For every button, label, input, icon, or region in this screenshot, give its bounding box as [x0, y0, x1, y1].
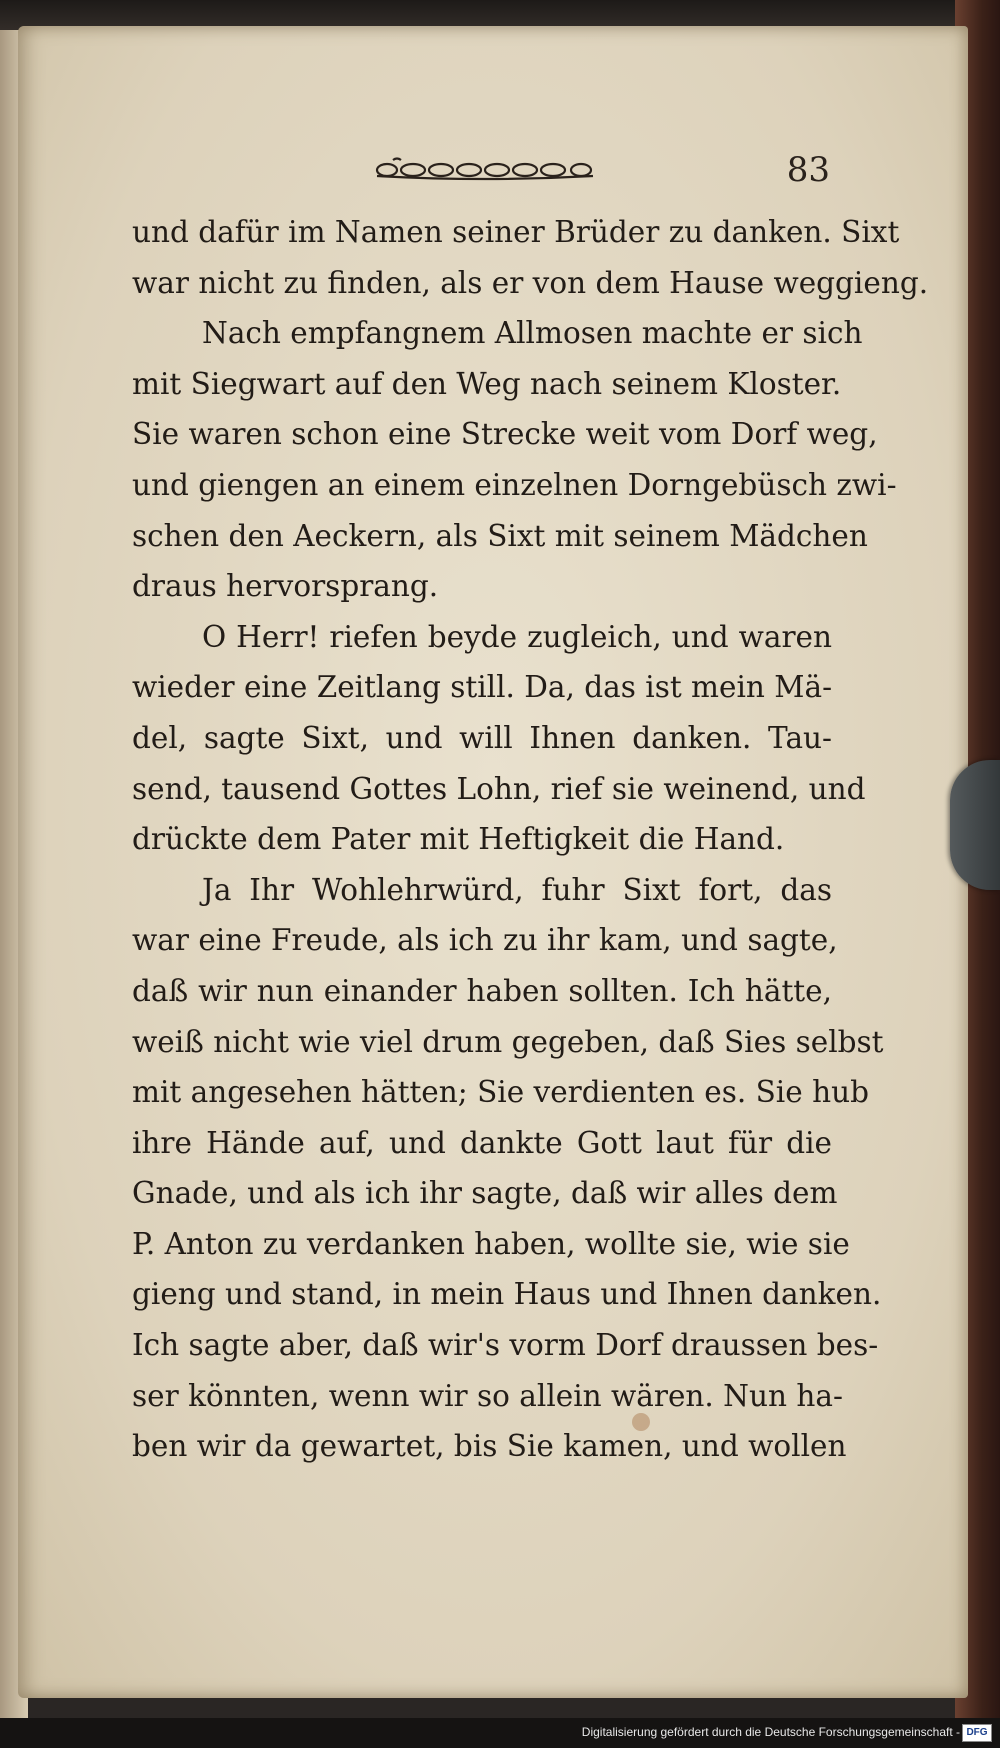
text-line: ihre Hände auf, und dankte Gott laut für die — [132, 1125, 832, 1160]
page-header — [110, 150, 840, 200]
text-line: gieng und stand, in mein Haus und Ihnen danken. — [132, 1277, 882, 1312]
text-line: drückte dem Pater mit Heftigkeit die Hand. — [132, 822, 785, 857]
funding-credit: Digitalisierung gefördert durch die Deutsche Forschungsgemeinschaft - — [581, 1725, 960, 1739]
text-line: und giengen an einem einzelnen Dorngebüsch zwi- — [132, 467, 897, 502]
text-line: und dafür im Namen seiner Brüder zu danken. Sixt — [132, 215, 900, 249]
text-line: O Herr! riefen beyde zugleich, und waren — [202, 619, 832, 654]
page-number: 83 — [786, 150, 830, 190]
text-line: del, sagte Sixt, und will Ihnen danken. Tau- — [132, 720, 832, 755]
text-line: ben wir da gewartet, bis Sie kamen, und wollen — [132, 1429, 847, 1464]
text-line: P. Anton zu verdanken haben, wollte sie, wie sie — [132, 1226, 850, 1261]
decorative-ornament-icon — [373, 156, 598, 182]
text-line: weiß nicht wie viel drum gegeben, daß Sies selbst — [132, 1024, 884, 1059]
text-line: ser könnten, wenn wir so allein wären. Nun ha- — [132, 1378, 843, 1413]
text-line: schen den Aeckern, als Sixt mit seinem Mädchen — [132, 518, 868, 553]
text-line: Gnade, und als ich ihr sagte, daß wir alles dem — [132, 1176, 838, 1211]
text-line: daß wir nun einander haben sollten. Ich hätte, — [132, 973, 832, 1008]
text-line: wieder eine Zeitlang still. Da, das ist mein Mä- — [132, 670, 833, 705]
text-line: mit angesehen hätten; Sie verdienten es. Sie hub — [132, 1075, 869, 1110]
page-clip-tab — [950, 760, 1000, 890]
page-body-text — [132, 207, 929, 1472]
facing-page-bleed-text — [2, 250, 16, 950]
ink-smudge — [632, 1413, 650, 1431]
text-line: Ja Ihr Wohlehrwürd, fuhr Sixt fort, das — [202, 872, 832, 907]
text-line: mit Siegwart auf den Weg nach seinem Kloster. — [132, 366, 842, 401]
text-line: war nicht zu finden, als er von dem Hause weggieng. — [132, 265, 929, 300]
text-line: Sie waren schon eine Strecke weit vom Dorf weg, — [132, 417, 878, 452]
dfg-logo-icon: DFG — [962, 1724, 992, 1742]
text-line: send, tausend Gottes Lohn, rief sie weinend, und — [132, 771, 866, 806]
digitization-footer — [0, 1718, 1000, 1748]
text-line: draus hervorsprang. — [132, 569, 439, 604]
text-line: Ich sagte aber, daß wir's vorm Dorf draussen bes- — [132, 1328, 879, 1363]
text-line: war eine Freude, als ich zu ihr kam, und sagte, — [132, 923, 838, 958]
text-line: Nach empfangnem Allmosen machte er sich — [202, 316, 863, 351]
